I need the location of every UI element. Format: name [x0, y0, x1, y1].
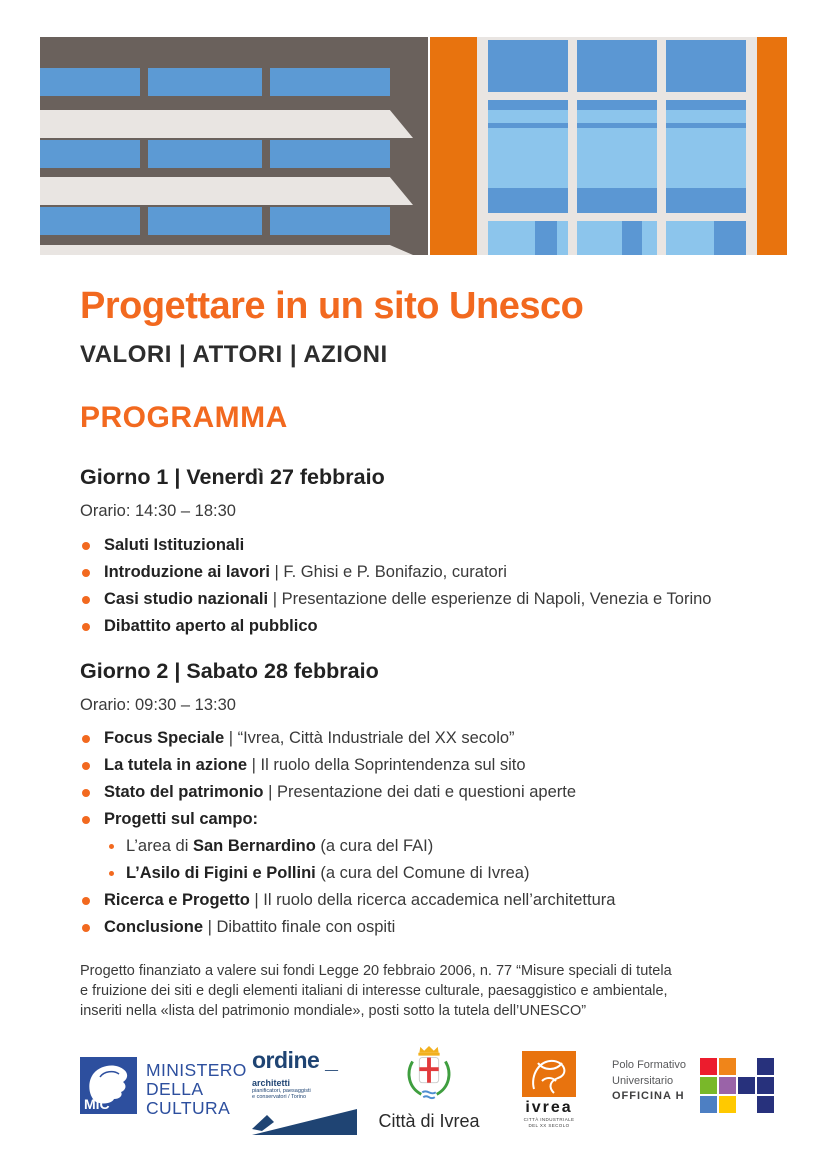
- glass-panel: [488, 40, 568, 92]
- ordine-mountain-icon: [252, 1104, 357, 1136]
- ordine-profession: architetti: [252, 1078, 291, 1088]
- bullet-icon: [82, 569, 90, 577]
- officina-square: [700, 1058, 717, 1075]
- bullet-icon: [82, 542, 90, 550]
- bullet-icon: [82, 623, 90, 631]
- logo-citta-ivrea: [369, 1044, 489, 1132]
- logo-mic: [80, 1057, 137, 1114]
- ivrea-squiggle-icon: [522, 1051, 576, 1097]
- hero-illustration: [40, 37, 787, 255]
- window: [270, 207, 390, 235]
- item-description: | “Ivrea, Città Industriale del XX secolo”: [224, 729, 515, 747]
- sub-bullet-icon: [109, 871, 114, 876]
- item-pre: L’area di: [126, 837, 193, 855]
- item-title: Progetti sul campo:: [104, 810, 259, 828]
- citta-ivrea-caption: Città di Ivrea: [378, 1111, 480, 1131]
- program-item: [80, 586, 770, 613]
- day-2-heading: Giorno 2 | Sabato 28 febbraio: [80, 659, 379, 683]
- program-item: [80, 725, 770, 752]
- window: [40, 140, 140, 168]
- glass-column: [577, 37, 657, 255]
- glass-building: [477, 37, 757, 255]
- window: [270, 140, 390, 168]
- program-item: [80, 613, 770, 640]
- glass-panel: [666, 221, 746, 255]
- ivrea-crest-icon: [400, 1044, 458, 1104]
- window: [40, 207, 140, 235]
- item-description: | Dibattito finale con ospiti: [203, 918, 396, 936]
- officina-square: [719, 1077, 736, 1094]
- bullet-icon: [82, 596, 90, 604]
- glass-panel: [666, 100, 746, 213]
- item-title: Saluti Istituzionali: [104, 536, 245, 554]
- officina-square: [719, 1096, 736, 1113]
- funding-footnote: [80, 961, 672, 1021]
- footnote-line-3: inseriti nella «lista del patrimonio mondiale», posti sotto la tutela dell’UNESCO”: [80, 1003, 587, 1019]
- sub-bullet-icon: [109, 844, 114, 849]
- item-title: Conclusione: [104, 918, 204, 936]
- item-description: (a cura del Comune di Ivrea): [315, 864, 530, 882]
- window-row: [40, 68, 390, 96]
- officina-square: [757, 1096, 774, 1113]
- day-1-heading: Giorno 1 | Venerdì 27 febbraio: [80, 465, 385, 489]
- page-subtitle: VALORI | ATTORI | AZIONI: [80, 341, 388, 368]
- program-sub-item: [80, 833, 770, 860]
- item-description: | F. Ghisi e P. Bonifazio, curatori: [269, 563, 507, 581]
- bullet-icon: [82, 789, 90, 797]
- window: [40, 68, 140, 96]
- glass-panel: [488, 221, 568, 255]
- officina-square: [738, 1077, 755, 1094]
- ordine-smallprint-1: pianificatori, paesaggisti: [252, 1088, 311, 1094]
- bullet-icon: [82, 762, 90, 770]
- item-title: Ricerca e Progetto: [104, 891, 250, 909]
- window-row: [40, 140, 390, 168]
- officina-square: [757, 1077, 774, 1094]
- window: [270, 68, 390, 96]
- window: [148, 140, 262, 168]
- day-2-list: [80, 725, 770, 941]
- footnote-line-1: Progetto finanziato a valere sui fondi Legge 20 febbraio 2006, n. 77 “Misure speciali di tutela: [80, 963, 672, 979]
- day-2-time: Orario: 09:30 – 13:30: [80, 696, 236, 714]
- footnote-line-2: e fruizione dei siti e degli elementi italiani di interesse culturale, paesaggistico e ambientale,: [80, 983, 668, 999]
- officina-grid: [700, 1058, 774, 1113]
- item-title: Stato del patrimonio: [104, 783, 264, 801]
- glass-column: [666, 37, 746, 255]
- mic-wordmark: [146, 1061, 247, 1118]
- ivrea-square: [522, 1051, 576, 1097]
- ordine-wordmark: ordine _: [252, 1047, 338, 1073]
- page-title: Progettare in un sito Unesco: [80, 285, 584, 327]
- item-title: San Bernardino: [192, 837, 316, 855]
- logo-ordine-architetti: [252, 1047, 364, 1141]
- program-item: [80, 752, 770, 779]
- logo-officina-h-text: [612, 1058, 686, 1105]
- officina-square: [719, 1058, 736, 1075]
- ivrea-caption-2: DEL XX SECOLO: [528, 1122, 570, 1128]
- mic-wordmark-line-3: CULTURA: [146, 1098, 231, 1118]
- bullet-icon: [82, 897, 90, 905]
- orange-stripe-left: [430, 37, 477, 255]
- mic-abbr: MiC: [84, 1096, 110, 1112]
- item-description: | Presentazione delle esperienze di Napoli, Venezia e Torino: [268, 590, 712, 608]
- officina-text-line-3: OFFICINA H: [612, 1090, 685, 1102]
- glass-column: [488, 37, 568, 255]
- program-sub-item: [80, 860, 770, 887]
- logo-ivrea-unesco: [520, 1051, 578, 1128]
- mic-wordmark-line-2: DELLA: [146, 1079, 204, 1099]
- item-description: | Il ruolo della ricerca accademica nell’architettura: [249, 891, 616, 909]
- glass-panel: [666, 40, 746, 92]
- day-1-time: Orario: 14:30 – 18:30: [80, 502, 236, 520]
- bullet-icon: [82, 924, 90, 932]
- item-title: Introduzione ai lavori: [104, 563, 270, 581]
- program-item: [80, 887, 770, 914]
- program-item: [80, 559, 770, 586]
- item-title: Casi studio nazionali: [104, 590, 269, 608]
- mic-wordmark-line-1: MINISTERO: [146, 1060, 247, 1080]
- item-description: | Il ruolo della Soprintendenza sul sito: [247, 756, 526, 774]
- day-1-list: [80, 532, 770, 640]
- orange-stripe-right: [757, 37, 787, 255]
- officina-square: [700, 1077, 717, 1094]
- program-item: [80, 914, 770, 941]
- officina-text-line-2: Universitario: [612, 1074, 674, 1087]
- glass-panel: [488, 100, 568, 213]
- window: [148, 207, 262, 235]
- balcony-band: [40, 245, 413, 255]
- item-title: L’Asilo di Figini e Pollini: [126, 864, 316, 882]
- bullet-icon: [82, 735, 90, 743]
- glass-panel: [577, 40, 657, 92]
- window: [148, 68, 262, 96]
- ivrea-wordmark: ivrea: [525, 1099, 573, 1116]
- balcony-band: [40, 177, 413, 205]
- item-title: Focus Speciale: [104, 729, 225, 747]
- window-row: [40, 207, 390, 235]
- balcony-band: [40, 110, 413, 138]
- officina-text-line-1: Polo Formativo: [612, 1059, 686, 1071]
- left-building-facade: [40, 37, 428, 255]
- item-description: (a cura del FAI): [315, 837, 434, 855]
- glass-panel: [577, 100, 657, 213]
- ivrea-caption-1: CITTÀ INDUSTRIALE: [523, 1117, 575, 1122]
- ordine-smallprint-2: e conservatori / Torino: [252, 1094, 307, 1100]
- program-item: [80, 806, 770, 833]
- item-title: Dibattito aperto al pubblico: [104, 617, 318, 635]
- program-item: [80, 779, 770, 806]
- bullet-icon: [82, 816, 90, 824]
- officina-square: [757, 1058, 774, 1075]
- item-title: La tutela in azione: [104, 756, 248, 774]
- item-description: | Presentazione dei dati e questioni aperte: [263, 783, 577, 801]
- glass-panel: [577, 221, 657, 255]
- section-heading-programma: PROGRAMMA: [80, 401, 288, 434]
- program-item: [80, 532, 770, 559]
- officina-square: [700, 1096, 717, 1113]
